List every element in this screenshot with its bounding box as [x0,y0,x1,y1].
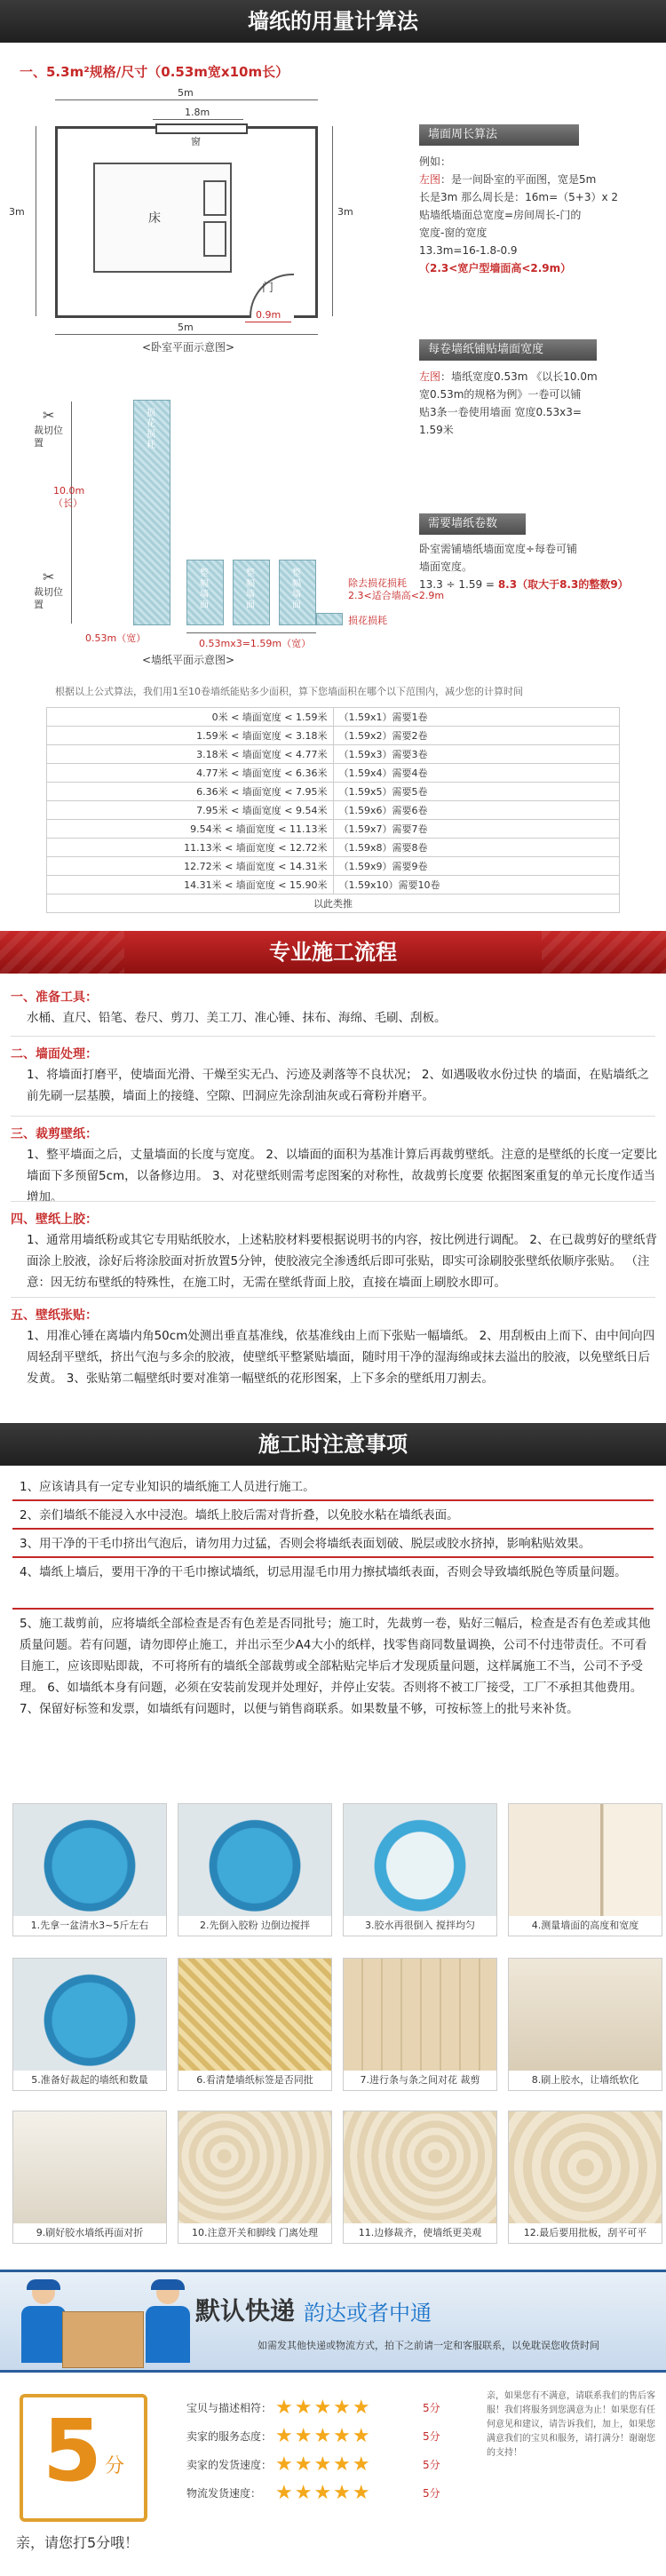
width-range-cell: 6.36米 < 墙面宽度 < 7.95米 [47,783,334,801]
pattern-loss-strip [316,613,343,625]
note-4: 4、墙纸上墙后，要用干净的干毛巾擦试墙纸，切忌用湿毛巾用力擦拭墙纸表面，否则会导致墙纸脱色等质量问题。 [20,1565,627,1579]
courier-figure [140,2279,194,2365]
door-width-label: 0.9m [256,309,281,321]
table-row [47,857,620,876]
step-photo-image [509,2111,662,2223]
rating-value: 5分 [423,2487,440,2500]
step-photo-image [344,1804,496,1916]
step5-title: 五、壁纸张贴： [11,1308,98,1323]
step-photo [343,1803,497,1936]
step-photo-caption: 1.先拿一盆清水3~5斤左右 [13,1916,166,1936]
width-range-cell: 11.13米 < 墙面宽度 < 12.72米 [47,839,334,857]
shipping-banner [0,2270,666,2373]
courier-figure [16,2279,69,2365]
strip-label: 整幅墙面 [200,568,209,610]
rating-value: 5分 [423,2430,440,2443]
cut-label-top: 裁切位置 [34,425,63,449]
step-photo-caption: 8.刷上胶水，让墙纸软化 [509,2071,662,2090]
step-photo-image [13,1959,166,2071]
pillow-shape [203,221,226,257]
width-range-cell: 9.54米 < 墙面宽度 < 11.13米 [47,820,334,839]
table-intro: 根据以上公式算法，我们用1至10卷墙纸能贴多少面积，算下您墙面积在哪个以下范围内，减少您的计算时间 [55,686,523,697]
rating-value: 5分 [423,2459,440,2471]
step-photo-caption: 3.胶水再很倒入 搅拌均匀 [344,1916,496,1936]
divider [11,1201,655,1202]
table-row [47,820,620,839]
rolls-cell: （1.59x1）需要1卷 [333,708,620,727]
panel-perimeter-header: 墙面周长算法 [419,124,579,146]
step4-title: 四、壁纸上胶： [11,1212,98,1227]
step-photo-caption: 12.最后要用批板，刮平可平 [509,2223,662,2243]
right-dim-line [332,126,333,316]
package-box [62,2311,144,2368]
panel-rolls-text: 卧室需铺墙纸墙面宽度÷每卷可铺 墙面宽度。 13.3 ÷ 1.59 = 8.3（取大于8.3的整数9） [419,543,629,591]
roll-pattern-label: 损花损耗 [147,409,155,450]
total-width-line [186,632,316,633]
divider [11,1297,655,1298]
left-height-label: 3m [9,206,25,218]
step-photo-image [178,1959,331,2071]
scissors-icon: ✂ [43,407,55,424]
score-unit: 分 [105,2455,125,2477]
strip-caption: <墙纸平面示意图> [142,654,235,666]
top-width-label: 5m [178,87,194,99]
red-divider [12,1556,654,1558]
rolls-cell: （1.59x5）需要5卷 [333,783,620,801]
step-photo-caption: 9.刷好胶水墙纸再面对折 [13,2223,166,2243]
rolls-cell: （1.59x8）需要8卷 [333,839,620,857]
step-photo [12,2111,167,2244]
shipping-couriers: 韵达或者中通 [304,2301,432,2326]
bottom-dim-line [55,334,318,335]
step-photo-caption: 11.边修裁齐，使墙纸更美观 [344,2223,496,2243]
rolls-cell: （1.59x7）需要7卷 [333,820,620,839]
window-width-label: 1.8m [185,107,210,118]
strip-length-label: 10.0m（长） [53,485,85,509]
rating-label: 物流发货速度： [186,2487,262,2500]
red-divider [12,1528,654,1530]
panel-roll-width-header: 每卷墙纸铺贴墙面宽度 [419,339,597,361]
room-plan [55,126,318,318]
step-photo-image [13,1804,166,1916]
rating-label: 卖家的发货速度： [186,2459,273,2471]
table-row [47,876,620,894]
step-photo [508,2111,662,2244]
step-photo-caption: 7.进行条与条之间对花 裁剪 [344,2071,496,2090]
star-rating-icon: ★★★★★ [275,2397,372,2419]
note-3: 3、用干净的干毛巾挤出气泡后，请勿用力过猛，否则会将墙纸表面划破、脱层或胶水挤掉，影响粘贴效果。 [20,1537,591,1551]
top-dim-line [55,99,318,100]
step-photo [12,1803,167,1936]
rating-label: 宝贝与描述相符： [186,2402,273,2414]
step-photo [178,1803,332,1936]
red-divider [12,1608,654,1610]
star-rating-icon: ★★★★★ [275,2482,372,2504]
panel-perimeter-text: 例如： 左图：是一间卧室的平面图，宽是5m 长是3m 那么周长是：16m=（5+3）x 2 贴墙纸墙面总宽度=房间周长-门的 宽度-窗的宽度 13.3m=16-1.8-0.9 （2.3<宽户型墙面高<2.9m） [419,155,619,274]
step-photo-caption: 5.准备好裁起的墙纸和数量 [13,2071,166,2090]
score-badge [20,2394,147,2522]
step-photo [343,2111,497,2244]
step-photo-image [509,1959,662,2071]
step2-title: 二、墙面处理： [11,1047,98,1061]
table-row [47,801,620,820]
height-range-label: 2.3<适合墙高<2.9m [348,590,445,601]
step2-body: 1、将墙面打磨平，使墙面光滑、干燥至实无凸、污迹及剥落等不良状况； 2、如遇吸收水份过快 的墙面，在贴墙纸之前先刷一层基膜，墙面上的接缝、空隙、凹洞应先涂刮油灰或石膏粉并磨平。 [27,1068,649,1103]
section1-title: 一、5.3m²规格/尺寸（0.53m宽x10m长） [20,64,289,80]
note-2: 2、亲们墙纸不能浸入水中浸泡。墙纸上胶后需对背折叠，以免胶水粘在墙纸表面。 [20,1508,459,1523]
note-5: 5、施工裁剪前，应将墙纸全部检查是否有色差是否同批号；施工时，先裁剪一卷，贴好三幅后，检查是否有色差或其他质量问题。若有问题，请勿即停止施工，并出示至少A4大小的纸样，找零售商同数量调换，公司不付违带责任。不可看目施工，应该即贴即裁，不可将所有的墙纸全部裁剪或全部粘贴完毕后才发现质量问题，这样属施工不当，公司不予受理。 6、如墙纸本身有问题，必须在安装前发现并处理好，并停止安装。否则将不被工厂接受，工厂不承担其他费用。 7、保留好标签和发票，如墙纸有问题时，以便与销售商联系。如果数量不够，可按标签上的批号来补货。 [20,1617,651,1716]
step4-body: 1、通常用墙纸粉或其它专用贴纸胶水，上述粘胶材料要根据说明书的内容，按比例进行调配。 2、在已裁剪好的壁纸背面涂上胶液，涂好后将涂胶面对折放置5分钟，使胶液完全渗透纸后即可张贴，即实可涂刷胶张壁纸依顺序张贴。 （注意：因无纺布壁纸的特殊性，在施工时，无需在壁纸背面上胶，直接在墙面上刷胶水即可。 [27,1233,657,1290]
step-photo-caption: 2.先倒入胶粉 边倒边搅拌 [178,1916,331,1936]
step-photo-caption: 6.看清楚墙纸标签是否同批 [178,2071,331,2090]
table-row [47,745,620,764]
bed-label: 床 [148,211,161,226]
panel-roll-width-text: 左图：墙纸宽度0.53m 《以长10.0m 宽0.53m的规格为例》一卷可以铺 贴3条一卷使用墙面 宽度0.53x3= 1.59米 [419,370,598,436]
step1-title: 一、准备工具： [11,990,98,1005]
rating-side-note: 亲，如果您有不满意，请联系我们的售后客服！我们将服务到您满意为止！如果您有任何意见和建议，请告诉我们，加上，如果您满意我们的宝贝和服务，请打满分！谢谢您的支持！ [487,2391,655,2458]
divider [11,1036,655,1037]
loss-label: 除去损花损耗 [348,577,407,589]
step-photo-image [344,2111,496,2223]
table-row [47,708,620,727]
width-range-cell: 0米 < 墙面宽度 < 1.59米 [47,708,334,727]
table-footer-cell: 以此类推 [47,894,620,913]
pattern-loss-label: 损花损耗 [348,615,387,626]
cut-label-bottom: 裁切位置 [34,586,63,610]
divider [11,1116,655,1117]
step-photo-image [509,1804,662,1916]
pillow-shape [203,180,226,216]
process-banner: 专业施工流程 [0,931,666,974]
window-dim-line [153,119,243,120]
rolls-cell: （1.59x9）需要9卷 [333,857,620,876]
strip-width-label: 0.53m（宽） [85,632,147,644]
step-photo [508,1803,662,1936]
red-divider [12,1499,654,1501]
bottom-width-label: 5m [178,322,194,333]
width-range-cell: 3.18米 < 墙面宽度 < 4.77米 [47,745,334,764]
panel-rolls-header: 需要墙纸卷数 [419,513,526,535]
shipping-note: 如需发其他快递或物流方式，拍下之前请一定和客服联系，以免耽误您收货时间 [258,2340,599,2351]
width-range-cell: 7.95米 < 墙面宽度 < 9.54米 [47,801,334,820]
window-shape [155,123,248,134]
rating-label: 卖家的服务态度： [186,2430,273,2443]
table-row [47,764,620,783]
rolls-cell: （1.59x6）需要6卷 [333,801,620,820]
step-photo [508,1958,662,2091]
rolls-cell: （1.59x4）需要4卷 [333,764,620,783]
door-label: 门 [262,282,274,295]
step-photo-image [178,2111,331,2223]
note-1: 1、应该请具有一定专业知识的墙纸施工人员进行施工。 [20,1480,315,1494]
step-photo-image [344,1959,496,2071]
rolls-cell: （1.59x2）需要2卷 [333,727,620,745]
width-range-cell: 14.31米 < 墙面宽度 < 15.90米 [47,876,334,894]
table-row [47,783,620,801]
table-row [47,727,620,745]
step3-title: 三、裁剪壁纸： [11,1127,98,1141]
rolls-cell: （1.59x10）需要10卷 [333,876,620,894]
star-rating-icon: ★★★★★ [275,2425,372,2447]
rating-ask: 亲，请您打5分哦！ [16,2534,139,2551]
table-row [47,839,620,857]
shipping-title: 默认快递 [195,2296,296,2326]
room-caption: <卧室平面示意图> [142,341,235,354]
notes-banner: 施工时注意事项 [0,1423,666,1466]
rating-value: 5分 [423,2402,440,2414]
rolls-table [46,707,620,913]
step-photo [12,1958,167,2091]
star-rating-icon: ★★★★★ [275,2453,372,2476]
step-photo [343,1958,497,2091]
step-photo-caption: 10.注意开关和脚线 门离处理 [178,2223,331,2243]
rolls-cell: （1.59x3）需要3卷 [333,745,620,764]
step3-body: 1、整平墙面之后，丈量墙面的长度与宽度。 2、以墙面的面积为基准计算后再裁剪壁纸。注意的是壁纸的长度一定要比墙面下多预留5cm，以备修边用。 3、对花壁纸则需考虑图案的对称性，故裁剪长度要 依据图案重复的单元长度作适当增加。 [27,1148,657,1205]
strip-label: 整幅墙面 [246,568,255,610]
right-height-label: 3m [337,206,353,218]
width-range-cell: 12.72米 < 墙面宽度 < 14.31米 [47,857,334,876]
step5-body: 1、用准心锤在离墙内角50cm处测出垂直基准线，依基准线由上而下张贴一幅墙纸。 2、用刮板由上而下、由中间向四周轻刮平壁纸，挤出气泡与多余的胶液，使壁纸平整紧贴墙面，随时用干净的湿海绵或抹去溢出的胶液，以免壁纸日后发黄。 3、张贴第二幅壁纸时要对准第一幅壁纸的花形图案，上下多余的壁纸用刀割去。 [27,1329,655,1386]
calc-banner: 墙纸的用量计算法 [0,0,666,43]
scissors-icon: ✂ [43,568,55,585]
strip-length-line [71,402,72,624]
window-label: 窗 [191,136,201,147]
total-width-label: 0.53mx3=1.59m（宽） [199,638,312,649]
step-photo-image [13,2111,166,2223]
step-photo [178,1958,332,2091]
step1-body: 水桶、直尺、铅笔、卷尺、剪刀、美工刀、准心锤、抹布、海绵、毛刷、刮板。 [27,1011,447,1025]
strip-label: 整幅墙面 [292,568,301,610]
score-number: 5 [43,2401,102,2500]
table-row [47,894,620,913]
width-range-cell: 1.59米 < 墙面宽度 < 3.18米 [47,727,334,745]
step-photo-caption: 4.测量墙面的高度和宽度 [509,1916,662,1936]
bed-shape [93,163,232,273]
width-range-cell: 4.77米 < 墙面宽度 < 6.36米 [47,764,334,783]
step-photo [178,2111,332,2244]
step-photo-image [178,1804,331,1916]
